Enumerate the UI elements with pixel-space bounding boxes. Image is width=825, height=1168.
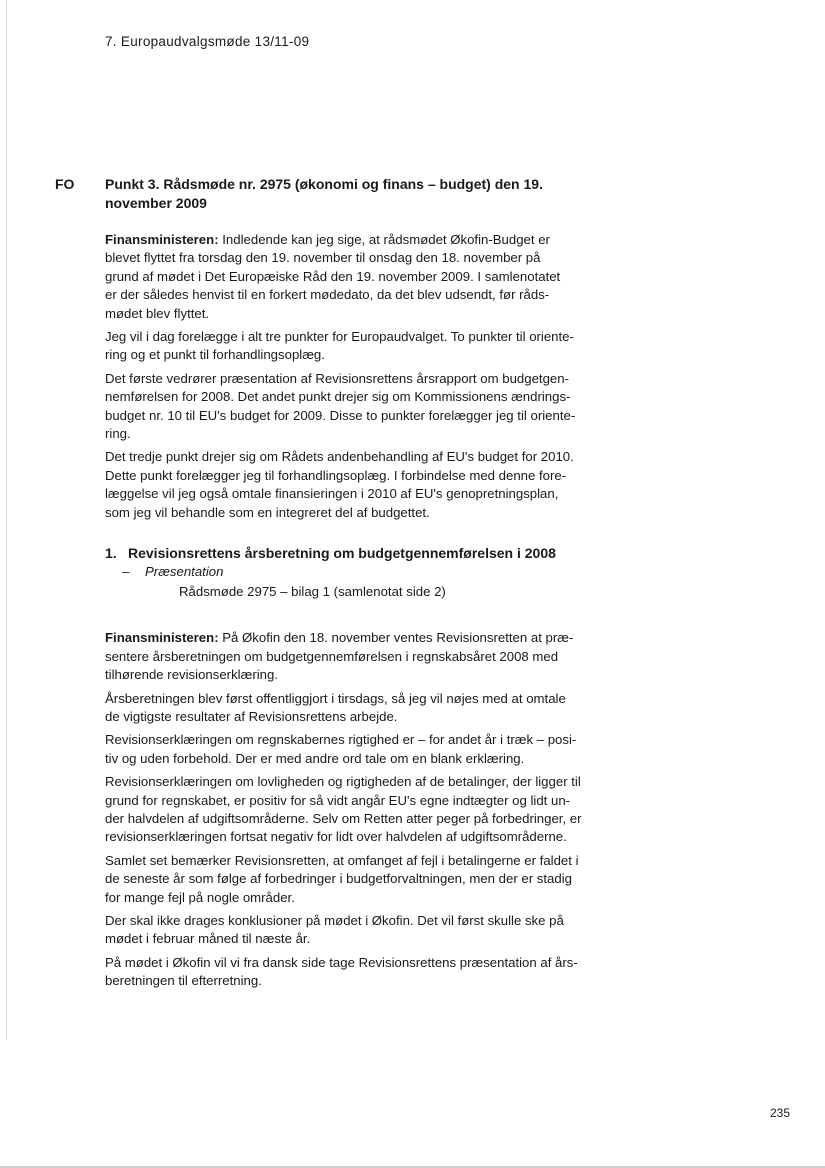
- text-line: tiv og uden forbehold. Der er med andre ord tale om en blank erklæring.: [105, 750, 525, 766]
- agenda-item-title: Punkt 3. Rådsmøde nr. 2975 (økonomi og finans – budget) den 19. november 2009: [105, 176, 543, 211]
- text-line: ring.: [105, 426, 131, 442]
- paragraph: [105, 448, 590, 522]
- page-body: [105, 175, 590, 996]
- text-line: blevet flyttet fra torsdag den 19. november til onsdag den 18. november på: [105, 250, 541, 266]
- paragraph: [105, 731, 590, 768]
- text-line: Finansministeren: Indledende kan jeg sige, at rådsmødet Økofin-Budget er: [105, 232, 550, 247]
- section-heading: [105, 544, 590, 562]
- speaker-label: Finansministeren:: [105, 630, 219, 646]
- paragraph: [105, 912, 590, 949]
- text-line: mødet blev flyttet.: [105, 305, 210, 321]
- section-number: 1.: [105, 545, 117, 562]
- paragraph: [105, 370, 590, 444]
- text-line: mødet i februar måned til næste år.: [105, 931, 311, 947]
- text-line: Årsberetningen blev først offentliggjort i tirsdags, så jeg vil nøjes med at omtale: [105, 690, 566, 706]
- text-line: der halvdelen af udgiftsområderne. Selv om Retten atter peger på forbedringer, er: [105, 810, 582, 826]
- text-line: nemførelsen for 2008. Det andet punkt drejer sig om Kommissionens ændrings-: [105, 389, 571, 405]
- text-line: er der således henvist til en forkert mødedato, da det blev udsendt, før råds-: [105, 287, 550, 303]
- text-line: læggelse vil jeg også omtale finansieringen i 2010 af EU's genopretningsplan,: [105, 486, 559, 502]
- paragraph: [105, 231, 590, 323]
- text-line: Revisionserklæringen om regnskabernes rigtighed er – for andet år i træk – posi-: [105, 732, 577, 748]
- margin-label: FO: [55, 176, 75, 192]
- text-line: de seneste år som følge af forbedringer i budgetforvaltningen, men der er stadig: [105, 871, 572, 887]
- text-line: Der skal ikke drages konklusioner på mødet i Økofin. Det vil først skulle ske på: [105, 913, 564, 928]
- body-paragraphs: [105, 629, 590, 990]
- text-line: grund for regnskabet, er positiv for så vidt angår EU's egne indtægter og lidt un-: [105, 792, 571, 808]
- paragraph: [105, 629, 590, 684]
- text-line: På mødet i Økofin vil vi fra dansk side tage Revisionsrettens præsentation af års-: [105, 954, 578, 970]
- paragraph: [105, 690, 590, 727]
- speaker-label: Finansministeren:: [105, 232, 219, 247]
- text-line: Finansministeren: På Økofin den 18. november ventes Revisionsretten at præ-: [105, 630, 574, 646]
- section-title: Revisionsrettens årsberetning om budgetgennemførelsen i 2008: [128, 545, 556, 562]
- text-line: beretningen til efterretning.: [105, 973, 262, 989]
- paragraph: [105, 328, 590, 365]
- page-number: 235: [769, 1106, 790, 1120]
- scan-edge-line: [6, 0, 7, 1040]
- text-line: som jeg vil behandle som en integreret del af budgettet.: [105, 504, 430, 520]
- intro-paragraphs: [105, 231, 590, 522]
- text-line: grund af mødet i Det Europæiske Råd den 19. november 2009. I samlenotatet: [105, 268, 561, 284]
- paragraph: [105, 773, 590, 847]
- text-line: revisionserklæringen fortsat negativ for lidt over halvdelen af udgiftsområderne.: [105, 829, 567, 845]
- text-line: de vigtigste resultater af Revisionsrettens arbejde.: [105, 708, 398, 724]
- text-line: ring og et punkt til forhandlingsoplæg.: [105, 347, 325, 363]
- text-line: for mange fejl på nogle områder.: [105, 889, 295, 905]
- text-line: Det første vedrører præsentation af Revisionsrettens årsrapport om budgetgen-: [105, 370, 569, 386]
- text-line: budget nr. 10 til EU's budget for 2009. Disse to punkter forelægger jeg til oriente-: [105, 407, 576, 423]
- text-line: Dette punkt forelægger jeg til forhandlingsoplæg. I forbindelse med denne fore-: [105, 467, 567, 483]
- running-header: 7. Europaudvalgsmøde 13/11-09: [105, 34, 310, 49]
- text-line: Det tredje punkt drejer sig om Rådets andenbehandling af EU's budget for 2010.: [105, 449, 574, 465]
- text-line: Samlet set bemærker Revisionsretten, at omfanget af fejl i betalingerne er faldet i: [105, 852, 579, 868]
- attachment-reference: Rådsmøde 2975 – bilag 1 (samlenotat side 2): [179, 583, 446, 599]
- text-line: Jeg vil i dag forelægge i alt tre punkter for Europaudvalget. To punkter til oriente-: [105, 329, 574, 345]
- text-line: tilhørende revisionserklæring.: [105, 667, 278, 683]
- paragraph: [105, 954, 590, 991]
- section-subtitle: – Præsentation: [122, 563, 224, 579]
- text-line: Revisionserklæringen om lovligheden og rigtigheden af de betalinger, der ligger til: [105, 774, 581, 790]
- text-line: sentere årsberetningen om budgetgennemførelsen i regnskabsåret 2008 med: [105, 648, 559, 664]
- paragraph: [105, 852, 590, 907]
